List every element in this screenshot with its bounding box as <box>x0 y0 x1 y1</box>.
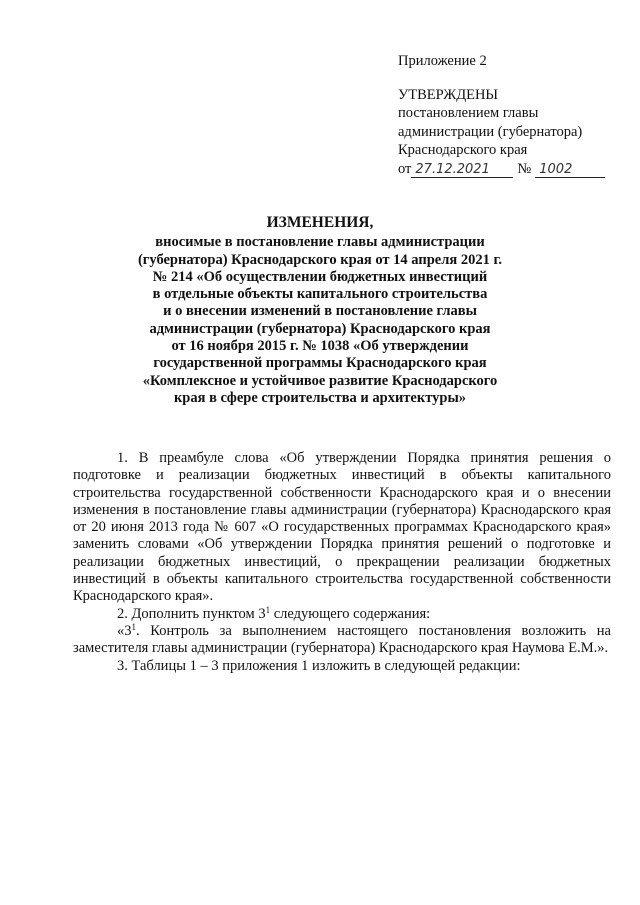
heading-line: края в сфере строительства и архитектуры» <box>173 389 467 406</box>
appendix-label: Приложение 2 <box>398 53 487 69</box>
paragraph-2 <box>73 606 611 623</box>
heading-line: администрации (губернатора) Краснодарского края <box>149 320 491 337</box>
superscript: 1 <box>265 604 271 615</box>
heading-line: «Комплексное и устойчивое развитие Краснодарского <box>142 372 498 389</box>
heading-line: и о внесении изменений в постановление главы <box>163 303 477 320</box>
paragraph-3-text-end: . Контроль за выполнением настоящего постановления возложить на заместителя главы администрации (губернатора) Краснодарского края Наумова Е.М.». <box>73 622 611 657</box>
paragraph-1: 1. В преамбуле слова «Об утверждении Порядка принятия решения о подготовке и реализации бюджетных инвестиций в объекты капитального строительства государственной собственности Краснодарского края и о внесении изменения в постановление главы администрации (губернатора) Краснодарского края от 20 июня 2013 года № 607 «О государственных программах Краснодарского края» заменить словами «Об утверждении Порядка принятия решений о подготовке и реализации бюджетных инвестиций, о прекращении реализации бюджетных инвестиций в объекты капитального строительства государственной собственности Краснодарского края». <box>73 450 611 605</box>
paragraph-2-text-end: следующего содержания: <box>270 605 431 622</box>
heading-line: в отдельные объекты капитального строительства <box>152 286 488 303</box>
approval-line-3: Краснодарского края <box>398 142 528 158</box>
approved-label: УТВЕРЖДЕНЫ <box>398 86 499 103</box>
heading-line: от 16 ноября 2015 г. № 1038 «Об утверждении <box>171 338 469 355</box>
date-prefix: от <box>398 160 412 177</box>
superscript: 1 <box>131 621 136 632</box>
approval-line-1: постановлением главы <box>398 105 539 121</box>
paragraph-4: 3. Таблицы 1 – 3 приложения 1 изложить в следующей редакции: <box>117 657 521 674</box>
handwritten-number: 1002 <box>535 162 605 178</box>
paragraph-3-text: «3 <box>117 622 132 639</box>
heading-line: № 214 «Об осуществлении бюджетных инвестиций <box>152 268 488 285</box>
heading-line: вносимые в постановление главы администрации <box>155 234 485 251</box>
paragraph-3 <box>73 623 611 658</box>
handwritten-date: 27.12.2021 <box>411 162 513 178</box>
approval-block <box>398 52 628 178</box>
heading-line: (губернатора) Краснодарского края от 14 апреля 2021 г. <box>137 251 503 268</box>
document-body <box>73 450 611 675</box>
number-sign: № <box>517 160 532 177</box>
approval-line-2: администрации (губернатора) <box>398 123 583 140</box>
heading-line: государственной программы Краснодарского края <box>153 355 487 372</box>
approval-date-number-line <box>398 160 628 179</box>
document-heading <box>130 214 510 407</box>
heading-title: ИЗМЕНЕНИЯ, <box>266 214 374 231</box>
paragraph-2-text: 2. Дополнить пунктом 3 <box>117 605 266 622</box>
